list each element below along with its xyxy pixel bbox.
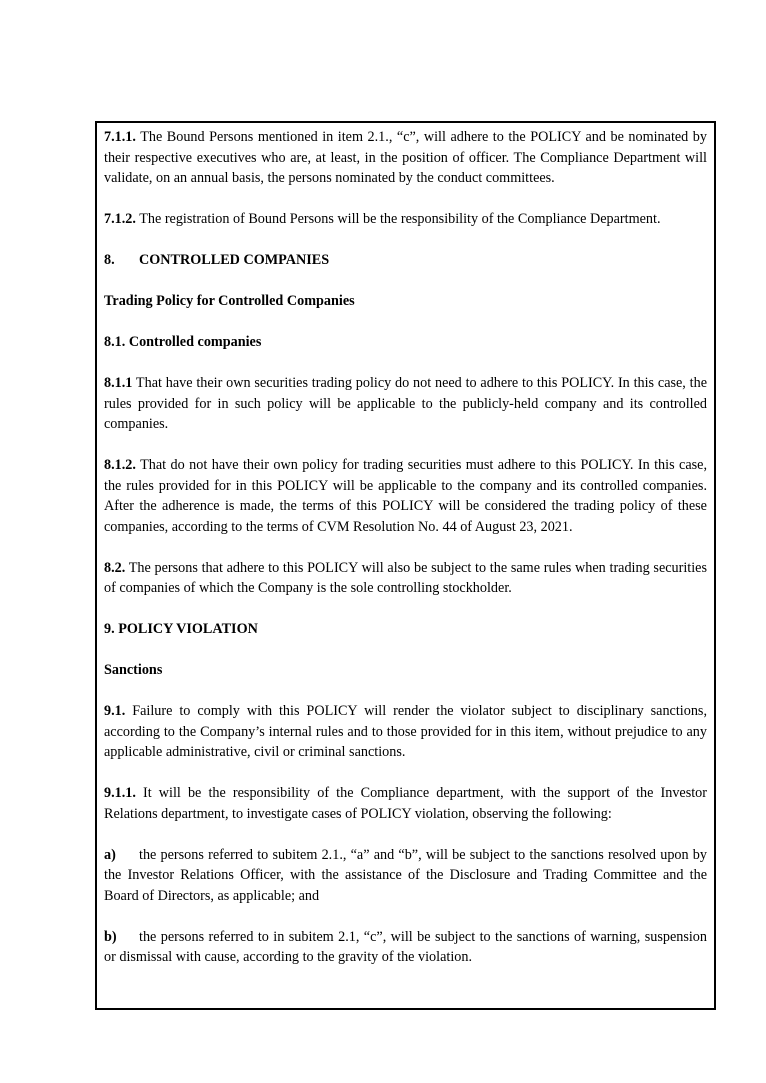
paragraph-number: 7.1.2. <box>104 211 136 227</box>
paragraph-number: 8.1.1 <box>104 375 133 391</box>
paragraph-number: 9.1. <box>104 703 126 719</box>
paragraph-8-2 <box>104 558 707 599</box>
list-item-b <box>104 927 707 968</box>
paragraph-text: That have their own securities trading policy do not need to adhere to this POLICY. In this case, the rules provided for in such policy will be applicable to the publicly-held company and its controlled companies. <box>104 375 707 432</box>
section-8-heading <box>104 250 707 271</box>
paragraph-text: The Bound Persons mentioned in item 2.1., “c”, will adhere to the POLICY and be nominated by their respective executives who are, at least, in the position of officer. The Compliance Department will validate, on an annual basis, the persons nominated by the conduct committees. <box>104 129 707 186</box>
list-item-text: the persons referred to subitem 2.1., “a” and “b”, will be subject to the sanctions resolved upon by the Investor Relations Officer, with the assistance of the Disclosure and Trading Committee and the Board of Directors, as applicable; and <box>104 846 707 904</box>
paragraph-text: That do not have their own policy for trading securities must adhere to this POLICY. In this case, the rules provided for in this POLICY will be applicable to the company and its controlled companies. After the adherence is made, the terms of this POLICY will be considered the trading policy of these companies, according to the terms of CVM Resolution No. 44 of August 23, 2021. <box>104 457 707 535</box>
document-frame <box>95 121 716 1010</box>
trading-policy-heading: Trading Policy for Controlled Companies <box>104 293 355 309</box>
paragraph-9-1 <box>104 701 707 763</box>
heading-8-1: 8.1. Controlled companies <box>104 334 262 350</box>
paragraph-7-1-2 <box>104 209 707 230</box>
list-item-letter: a) <box>104 846 116 863</box>
paragraph-number: 8.1.2. <box>104 457 136 473</box>
paragraph-text: The registration of Bound Persons will be the responsibility of the Compliance Department. <box>135 211 661 227</box>
section-9-heading: 9. POLICY VIOLATION <box>104 621 258 637</box>
section-title: CONTROLLED COMPANIES <box>139 252 330 268</box>
sanctions-heading: Sanctions <box>104 662 163 678</box>
paragraph-number: 9.1.1. <box>104 785 136 801</box>
list-item-text: the persons referred to in subitem 2.1, “c”, will be subject to the sanctions of warning, suspension or dismissal with cause, according to the gravity of the violation. <box>104 928 707 965</box>
paragraph-number: 7.1.1. <box>104 129 136 145</box>
paragraph-8-1-1 <box>104 373 707 435</box>
paragraph-number: 8.2. <box>104 559 126 576</box>
paragraph-text: The persons that adhere to this POLICY will also be subject to the same rules when trading securities of companies of which the Company is the sole controlling stockholder. <box>104 559 707 596</box>
section-number: 8. <box>104 252 115 268</box>
paragraph-7-1-1 <box>104 127 707 189</box>
list-item-a <box>104 845 707 907</box>
paragraph-8-1-2 <box>104 455 707 537</box>
list-item-letter: b) <box>104 928 117 945</box>
paragraph-9-1-1 <box>104 783 707 824</box>
paragraph-text: Failure to comply with this POLICY will render the violator subject to disciplinary sanctions, according to the Company’s internal rules and to those provided for in this item, without prejudice to any applicable administrative, civil or criminal sanctions. <box>104 703 707 760</box>
paragraph-text: It will be the responsibility of the Compliance department, with the support of the Investor Relations department, to investigate cases of POLICY violation, observing the following: <box>104 785 707 822</box>
